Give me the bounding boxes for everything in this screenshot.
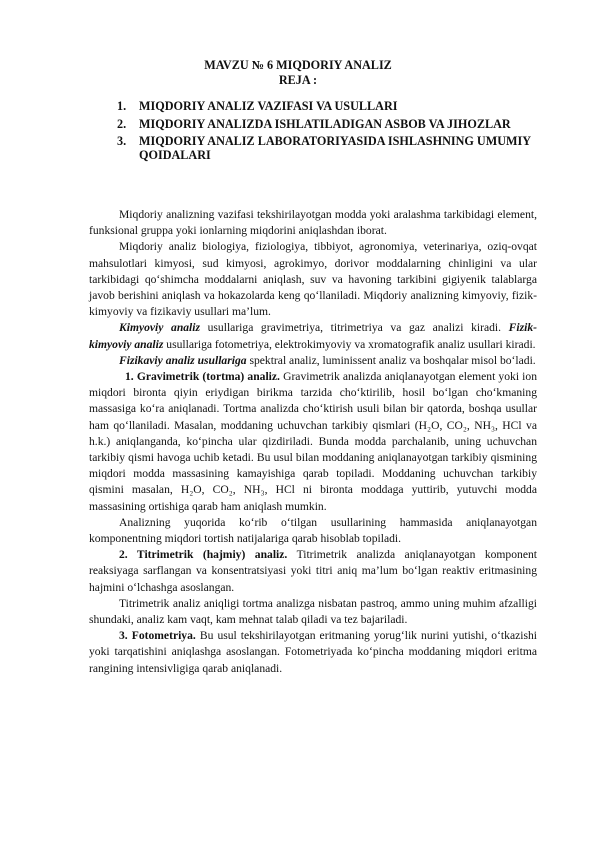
section-heading-titrimetric: 2. Titrimetrik (hajmiy) analiz. [119, 548, 288, 562]
term-physicochemical-analysis: Fizik-kimyoviy analiz [89, 321, 538, 351]
paragraph-text: usullariga fotometriya, elektrokimyoviy va xromatografik analiz usullari kiradi. [163, 337, 536, 351]
paragraph-text: Titrimetrik analizda aniqlanayotgan komponent reaksiyaga sarflangan va konsentratsiyasi yoki titri aniq ma’lum bo‘lgan reaktiv eritmasining hajmini o‘lchashga asoslangan. [89, 548, 537, 594]
section-heading-gravimetric: 1. Gravimetrik (tortma) analiz. [125, 370, 280, 384]
paragraph-text: spektral analiz, luminissent analiz va boshqalar misol bo‘ladi. [246, 353, 536, 367]
paragraph-chemical-methods [89, 320, 537, 352]
plan-item-text: MIQDORIY ANALIZ VAZIFASI VA USULLARI [139, 99, 398, 113]
paragraph-physical-methods [89, 353, 537, 369]
plan-item [117, 134, 537, 162]
document-title: MAVZU № 6 MIQDORIY ANALIZ [204, 58, 392, 72]
plan-item-number: 1. [117, 99, 127, 113]
paragraph-applications: Miqdoriy analiz biologiya, fiziologiya, tibbiyot, agronomiya, veterinariya, oziq-ovqat mahsulotlari kimyosi, sud kimyosi, agrokimyo, dorivor moddalarning chinligini va ular tarkibidagi qo‘shimcha moddalarni aniqlash, suv va havoning tarkibini gigiyenik talablarga javob berishini aniqlash va hokazolarda keng qo‘llaniladi. Miqdoriy analizning kimyoviy, fizik-kimyoviy va fizikaviy usullari ma’lum. [89, 240, 537, 319]
document-body [89, 207, 537, 677]
plan-item [117, 99, 537, 113]
paragraph-titrimetric [89, 547, 537, 596]
term-chemical-analysis: Kimyoviy analiz [119, 321, 201, 335]
plan-item-number: 3. [117, 134, 127, 148]
paragraph-calculation: Analizning yuqorida ko‘rib o‘tilgan usullarining hammasida aniqlanayotgan komponentning miqdori tortish natijalariga qarab hisoblab topiladi. [89, 515, 537, 546]
paragraph-titrimetric-accuracy: Titrimetrik analiz aniqligi tortma analizga nisbatan pastroq, ammo uning muhim afzalligi shundaki, analiz kam vaqt, kam mehnat talab qiladi va tez bajariladi. [89, 596, 537, 627]
term-physical-analysis: Fizikaviy analiz usullariga [119, 353, 247, 367]
plan-list [117, 99, 537, 166]
plan-item-number: 2. [117, 116, 127, 131]
paragraph-task: Miqdoriy analizning vazifasi tekshirilayotgan modda yoki aralashma tarkibidagi element, funksional gruppa yoki ionlarning miqdorini aniqlashdan iborat. [89, 208, 537, 238]
paragraph-text: usullariga gravimetriya, titrimetriya va gaz analizi kiradi. [200, 321, 509, 335]
plan-item-text: MIQDORIY ANALIZ LABORATORIYASIDA ISHLASHNING UMUMIY QOIDALARI [139, 134, 531, 162]
paragraph-gravimetric [89, 369, 537, 515]
plan-item [117, 117, 537, 131]
plan-item-text: MIQDORIY ANALIZDA ISHLATILADIGAN ASBOB VA JIHOZLAR [139, 116, 511, 131]
paragraph-text: Bu usul tekshirilayotgan eritmaning yorug‘lik nurini yutishi, o‘tkazishi yoki tarqatishini aniqlashga asoslangan. Fotometriyada ko‘pincha moddaning miqdori eritma rangining intensivligiga qarab aniqlanadi. [89, 629, 537, 675]
plan-heading: REJA : [278, 73, 318, 87]
paragraph-text: Gravimetrik analizda aniqlanayotgan element yoki ion miqdori bironta qiyin eriydigan birikma tarzida cho‘ktirilib, hosil bo‘lgan cho‘kmaning massasiga ko‘ra aniqlanadi. Tortma analizda cho‘ktirish usuli bilan bir qatorda, boshqa usullar ham qo‘llaniladi. Masalan, moddaning uchuvchan tarkibiy qismlari (H₂O, CO₂, NH₃, HCl va h.k.) aniqlanganda, ko‘pincha ular qizdiriladi. Bunda modda parchalanib, uning uchuvchan tarkibiy qismi havoga uchib ketadi. Bu usul bilan moddaning aniqlanayotgan tarkibiy qismining miqdori modda massasining kamayishiga qarab topiladi. Moddaning uchuvchan tarkibiy qismini masalan, H₂O, CO₂, NH₃, HCl ni bironta moddaga yuttirib, yutuvchi modda massasining ortishiga qarab ham aniqlash mumkin. [89, 370, 537, 513]
section-heading-photometry: 3. Fotometriya. [119, 629, 196, 643]
paragraph-photometry [89, 628, 537, 677]
